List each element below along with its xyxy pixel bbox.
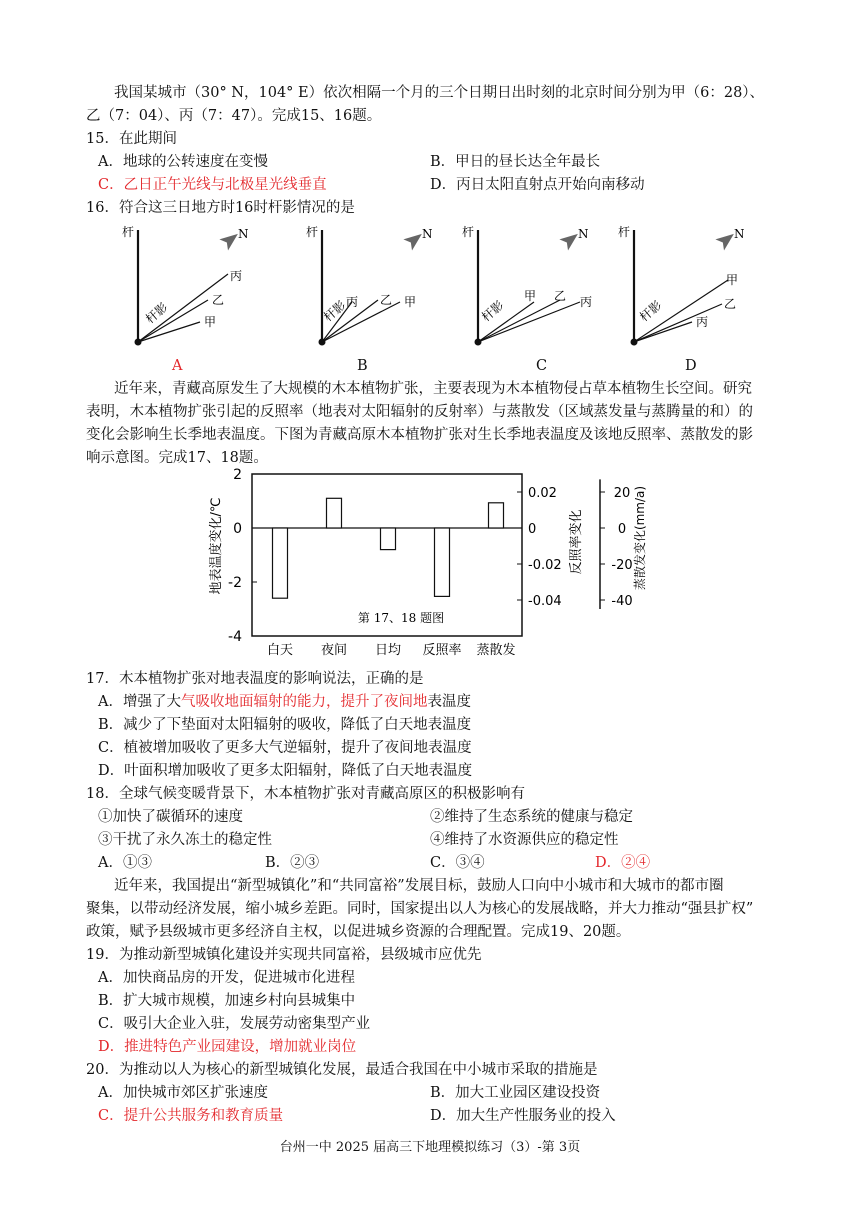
chart-title: 第 17、18 题图 [357, 611, 445, 625]
q15-option-c[interactable]: C．乙日正午光线与北极星光线垂直 [98, 177, 327, 193]
shadow-label-yi: 乙 [380, 293, 393, 307]
intro-19-20-line1: 近年来，我国提出“新型城镇化”和“共同富裕”发展目标，鼓励人口向中小城市和大城市的都市圈 [114, 878, 724, 894]
bar-反照率 [435, 528, 450, 596]
q17-stem: 17．木本植物扩张对地表温度的影响说法，正确的是 [86, 671, 424, 687]
page-footer: 台州一中 2025 届高三下地理模拟练习（3）-第 3页 [279, 1140, 581, 1155]
right2-tick-label: -20 [611, 558, 633, 573]
intro-17-18-line3: 变化会影响生长季地表温度。下图为青藏高原木本植物扩张对生长季地表温度及该地反照率、蒸散发的影 [86, 427, 753, 443]
bar-蒸散发 [489, 503, 504, 528]
q17-option-c[interactable]: C．植被增加吸收了更多大气逆辐射，提升了夜间地表温度 [98, 740, 472, 756]
shadow-word: 杆影 [478, 298, 507, 325]
category-label: 夜间 [320, 643, 348, 658]
shadow-label-jia: 甲 [726, 273, 739, 287]
shadow-diagram-c [462, 224, 592, 346]
intro-17-18-line1: 近年来，青藏高原发生了大规模的木本植物扩张，主要表现为木本植物侵占草本植物生长空间。研究 [114, 381, 752, 397]
bar-夜间 [327, 498, 342, 528]
pole-label: 杆 [462, 225, 475, 239]
q18-option-c[interactable]: C．③④ [430, 855, 485, 871]
intro-15-16-line2: 乙（7：04）、丙（7：47）。完成15、16题。 [86, 108, 382, 124]
intro-17-18-line2: 表明，木本植物扩张引起的反照率（地表对太阳辐射的反射率）与蒸散发（区域蒸发量与蒸腾量的和）的 [86, 404, 753, 420]
q16-option-b-label[interactable]: B [357, 358, 368, 374]
shadow-word: 杆影 [320, 298, 349, 325]
shadow-label-bing: 丙 [696, 315, 709, 329]
q17-option-a-suffix: 表温度 [427, 694, 471, 710]
category-label: 日均 [374, 643, 402, 658]
shadow-label-bing: 丙 [346, 295, 359, 309]
q16-stem: 16．符合这三日地方时16时杆影情况的是 [86, 200, 355, 216]
right1-tick-label: 0 [528, 522, 537, 537]
q20-stem: 20．为推动以人为核心的新型城镇化发展，最适合我国在中小城市采取的措施是 [86, 1062, 598, 1078]
shadow-label-bing: 丙 [230, 269, 243, 283]
q19-option-d[interactable]: D．推进特色产业园建设，增加就业岗位 [98, 1039, 357, 1055]
north-label: N [422, 227, 433, 241]
q17-18-chart [200, 468, 660, 668]
shadow-line-bing [634, 322, 692, 342]
right1-tick-label: -0.02 [528, 558, 562, 573]
q18-statement-3: ③干扰了永久冻土的稳定性 [98, 832, 272, 848]
q18-statement-4: ④维持了水资源供应的稳定性 [430, 832, 619, 848]
q18-option-d[interactable]: D．②④ [595, 855, 651, 871]
q19-option-c[interactable]: C．吸引大企业入驻，发展劳动密集型产业 [98, 1016, 371, 1032]
q15-option-b[interactable]: B．甲日的昼长达全年最长 [430, 154, 601, 170]
north-label: N [238, 227, 249, 241]
q17-option-a[interactable] [98, 692, 471, 712]
shadow-label-yi: 乙 [212, 293, 225, 307]
intro-19-20-line3: 政策，赋予县级城市更多经济自主权，以促进城乡资源的合理配置。完成19、20题。 [86, 924, 631, 940]
intro-19-20-line2: 聚集，以带动经济发展，缩小城乡差距。同时，国家提出以人为核心的发展战略，并大力推动“强县扩权” [86, 901, 754, 917]
right2-tick-label: 20 [613, 486, 631, 501]
bar-日均 [381, 528, 396, 550]
q16-shadow-diagrams [100, 218, 800, 378]
pole-label: 杆 [618, 225, 631, 239]
q15-stem: 15．在此期间 [86, 131, 177, 147]
right2-axis-label: 蒸散发变化(mm/a) [633, 485, 647, 591]
right1-tick-label: 0.02 [528, 486, 557, 501]
shadow-label-yi: 乙 [724, 297, 737, 311]
left-tick-label: 2 [233, 468, 242, 483]
bar-白天 [273, 528, 288, 598]
q15-option-a[interactable]: A．地球的公转速度在变慢 [98, 154, 268, 170]
shadow-label-jia: 甲 [204, 315, 217, 329]
q19-option-a[interactable]: A．加快商品房的开发，促进城市化进程 [98, 970, 355, 986]
category-label: 蒸散发 [476, 643, 516, 658]
q20-option-a[interactable]: A．加快城市郊区扩张速度 [98, 1085, 268, 1101]
shadow-diagram-d [618, 224, 745, 346]
category-label: 白天 [266, 643, 294, 658]
right2-tick-label: 0 [617, 522, 627, 537]
north-label: N [734, 227, 745, 241]
shadow-word: 杆影 [142, 300, 171, 327]
shadow-line-jia [138, 322, 200, 342]
q18-option-a[interactable]: A．①③ [98, 855, 152, 871]
intro-17-18-line4: 响示意图。完成17、18题。 [86, 450, 268, 466]
q19-stem: 19．为推动新型城镇化建设并实现共同富裕，县级城市应优先 [86, 947, 482, 963]
q17-option-b[interactable]: B．减少了下垫面对太阳辐射的吸收，降低了白天地表温度 [98, 717, 472, 733]
pole-label: 杆 [122, 225, 135, 239]
q18-statement-2: ②维持了生态系统的健康与稳定 [430, 809, 633, 825]
right1-axis-label: 反照率变化 [569, 509, 584, 575]
q18-statement-1: ①加快了碳循环的速度 [98, 809, 243, 825]
q15-option-d[interactable]: D．丙日太阳直射点开始向南移动 [430, 177, 645, 193]
shadow-label-bing: 丙 [580, 295, 593, 309]
q18-stem: 18．全球气候变暖背景下，木本植物扩张对青藏高原区的积极影响有 [86, 786, 525, 802]
intro-15-16-line1: 我国某城市（30° N，104° E）依次相隔一个月的三个日期日出时刻的北京时间分别为甲（6：28）、 [114, 85, 765, 101]
q20-option-d[interactable]: D．加大生产性服务业的投入 [430, 1108, 616, 1124]
shadow-word: 杆影 [636, 298, 665, 325]
q20-option-b[interactable]: B．加大工业园区建设投资 [430, 1085, 601, 1101]
left-tick-label: -4 [228, 629, 242, 645]
q16-option-c-label[interactable]: C [536, 358, 548, 374]
q17-option-a-prefix: A．增强了大 [98, 694, 181, 710]
shadow-diagram-a [122, 224, 249, 346]
shadow-label-jia: 甲 [524, 289, 537, 303]
left-tick-label: -2 [228, 575, 242, 591]
shadow-label-jia: 甲 [404, 295, 417, 309]
pole-label: 杆 [306, 225, 319, 239]
q19-option-b[interactable]: B．扩大城市规模，加速乡村向县城集中 [98, 993, 356, 1009]
q17-option-d[interactable]: D．叶面积增加吸收了更多太阳辐射，降低了白天地表温度 [98, 763, 473, 779]
q20-option-c[interactable]: C．提升公共服务和教育质量 [98, 1108, 284, 1124]
left-axis-label: 地表温度变化/℃ [209, 497, 224, 595]
q17-option-a-highlight: 气吸收地面辐射的能力，提升了夜间地 [180, 694, 428, 710]
q18-option-b[interactable]: B．②③ [265, 855, 320, 871]
category-label: 反照率 [422, 643, 462, 658]
right1-tick-label: -0.04 [528, 594, 562, 609]
shadow-label-yi: 乙 [554, 289, 567, 303]
left-tick-label: 0 [233, 521, 242, 537]
north-label: N [578, 227, 589, 241]
q16-option-a-label[interactable]: A [172, 358, 183, 374]
q16-option-d-label[interactable]: D [685, 358, 697, 374]
right2-tick-label: -40 [611, 594, 633, 609]
shadow-diagram-b [306, 224, 433, 346]
